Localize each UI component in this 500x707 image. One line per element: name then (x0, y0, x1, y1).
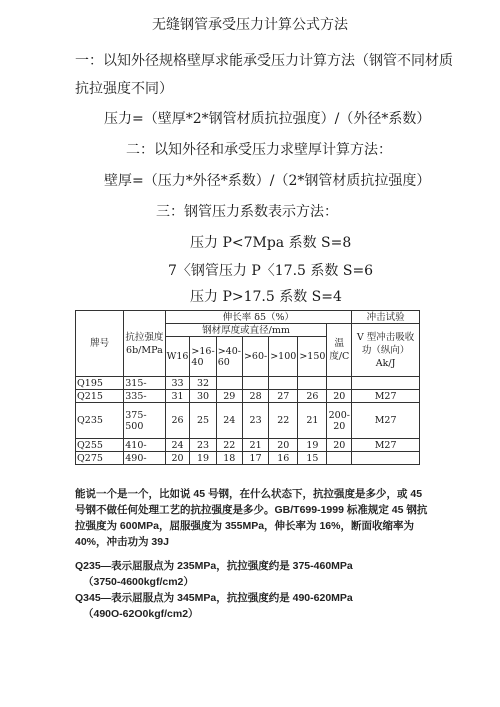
header-thickness: 钢材厚度或直径/mm (165, 324, 327, 337)
document-title: 无缝钢管承受压力计算公式方法 (152, 17, 348, 33)
header-thickness-col: >40-60 (216, 337, 242, 377)
cell-elongation (269, 377, 298, 390)
cell-elongation: 18 (216, 452, 242, 465)
cell-strength: 490- (124, 452, 165, 465)
cell-elongation (298, 377, 327, 390)
note-q345-kgf: （490O-62O0kgf/cm2） (83, 608, 199, 620)
cell-elongation: 26 (165, 403, 190, 439)
cell-strength: 375-500 (124, 403, 165, 439)
cell-elongation: 23 (242, 403, 268, 439)
cell-elongation (242, 377, 268, 390)
cell-strength: 315- (124, 377, 165, 390)
cell-impact-energy: M27 (352, 403, 420, 439)
formula-pressure: 压力=（壁厚*2*钢管材质抗拉强度）/（外径*系数） (104, 111, 431, 127)
method-2-heading: 二：以知外径和承受压力求壁厚计算方法： (126, 142, 392, 158)
cell-elongation: 22 (216, 439, 242, 452)
header-impact-energy: V 型冲击吸收功（纵向）Ak/J (352, 324, 420, 377)
cell-elongation: 16 (269, 452, 298, 465)
notes-paragraph (75, 486, 435, 550)
header-thickness-col: >150 (298, 337, 327, 377)
cell-strength: 410- (124, 439, 165, 452)
coefficient-line-2: 7〈钢管压力 P〈17.5 系数 S=6 (168, 263, 374, 279)
cell-elongation: 15 (298, 452, 327, 465)
cell-elongation: 19 (298, 439, 327, 452)
header-thickness-col: W16 (165, 337, 190, 377)
header-tensile-strength: 抗拉强度6b/MPa (124, 311, 165, 377)
cell-elongation: 24 (165, 439, 190, 452)
coefficient-line-1: 压力 P<7Mpa 系数 S=8 (190, 235, 352, 251)
formula-wall-thickness: 壁厚=（压力*外径*系数）/（2*钢管材质抗拉强度） (104, 173, 431, 189)
cell-elongation: 21 (242, 439, 268, 452)
cell-strength: 335- (124, 390, 165, 403)
cell-temperature: 20 (327, 439, 352, 452)
cell-elongation: 24 (216, 403, 242, 439)
header-thickness-col: >16-40 (190, 337, 216, 377)
cell-temperature (327, 377, 352, 390)
cell-grade: Q255 (76, 439, 124, 452)
cell-grade: Q275 (76, 452, 124, 465)
cell-elongation: 23 (190, 439, 216, 452)
cell-elongation: 29 (216, 390, 242, 403)
note-q235: Q235—表示屈服点为 235MPa，抗拉强度约是 375-460MPa (75, 560, 353, 572)
cell-elongation: 20 (165, 452, 190, 465)
cell-elongation: 21 (298, 403, 327, 439)
cell-grade: Q215 (76, 390, 124, 403)
cell-impact-energy: M27 (352, 390, 420, 403)
cell-elongation: 28 (242, 390, 268, 403)
header-thickness-col: >100 (269, 337, 298, 377)
cell-impact-energy: M27 (352, 439, 420, 452)
header-impact-test: 冲击试验 (352, 311, 420, 324)
cell-elongation: 26 (298, 390, 327, 403)
header-grade: 牌号 (76, 311, 124, 377)
cell-elongation: 33 (165, 377, 190, 390)
cell-impact-energy (352, 377, 420, 390)
header-elongation: 伸长率 δ5（%） (165, 311, 352, 324)
header-temperature: 温度/C (327, 324, 352, 377)
header-thickness-col: >60- (242, 337, 268, 377)
cell-temperature (327, 452, 352, 465)
cell-grade: Q235 (76, 403, 124, 439)
table-row (76, 390, 420, 403)
cell-temperature: 200-20 (327, 403, 352, 439)
table-row (76, 403, 420, 439)
cell-elongation: 17 (242, 452, 268, 465)
cell-elongation: 22 (269, 403, 298, 439)
steel-properties-table (75, 310, 420, 465)
method-1-heading-cont: 抗拉强度不同） (75, 81, 173, 97)
cell-elongation: 32 (190, 377, 216, 390)
method-3-heading: 三：钢管压力系数表示方法： (156, 204, 338, 220)
cell-temperature: 20 (327, 390, 352, 403)
table-row (76, 377, 420, 390)
table-row (76, 452, 420, 465)
note-q345: Q345—表示屈服点为 345MPa，抗拉强度约是 490-620MPa (75, 592, 353, 604)
notes-45-steel: 能说一个是一个，比如说 45 号钢，在什么状态下，抗拉强度是多少，或 45 号钢不做任何处理工艺的抗拉强度是多少。GB/T699-1999 标准规定 45 钢抗拉强度为 600MPa，屈服强度为 355MPa，伸长率为 16%，断面收缩率为 40%，冲击功为 39J (75, 488, 428, 548)
cell-elongation: 20 (269, 439, 298, 452)
cell-elongation: 31 (165, 390, 190, 403)
method-1-heading: 一：以知外径规格壁厚求能承受压力计算方法（钢管不同材质 (75, 53, 453, 69)
notes-grades (75, 558, 435, 622)
note-q235-kgf: （3750-4600kgf/cm2） (83, 576, 194, 588)
coefficient-line-3: 压力 P>17.5 系数 S=4 (190, 289, 342, 305)
cell-grade: Q195 (76, 377, 124, 390)
cell-elongation: 25 (190, 403, 216, 439)
cell-elongation: 27 (269, 390, 298, 403)
cell-elongation (216, 377, 242, 390)
steel-properties-table-wrap (75, 310, 420, 465)
table-row (76, 439, 420, 452)
cell-elongation: 19 (190, 452, 216, 465)
cell-elongation: 30 (190, 390, 216, 403)
cell-impact-energy (352, 452, 420, 465)
